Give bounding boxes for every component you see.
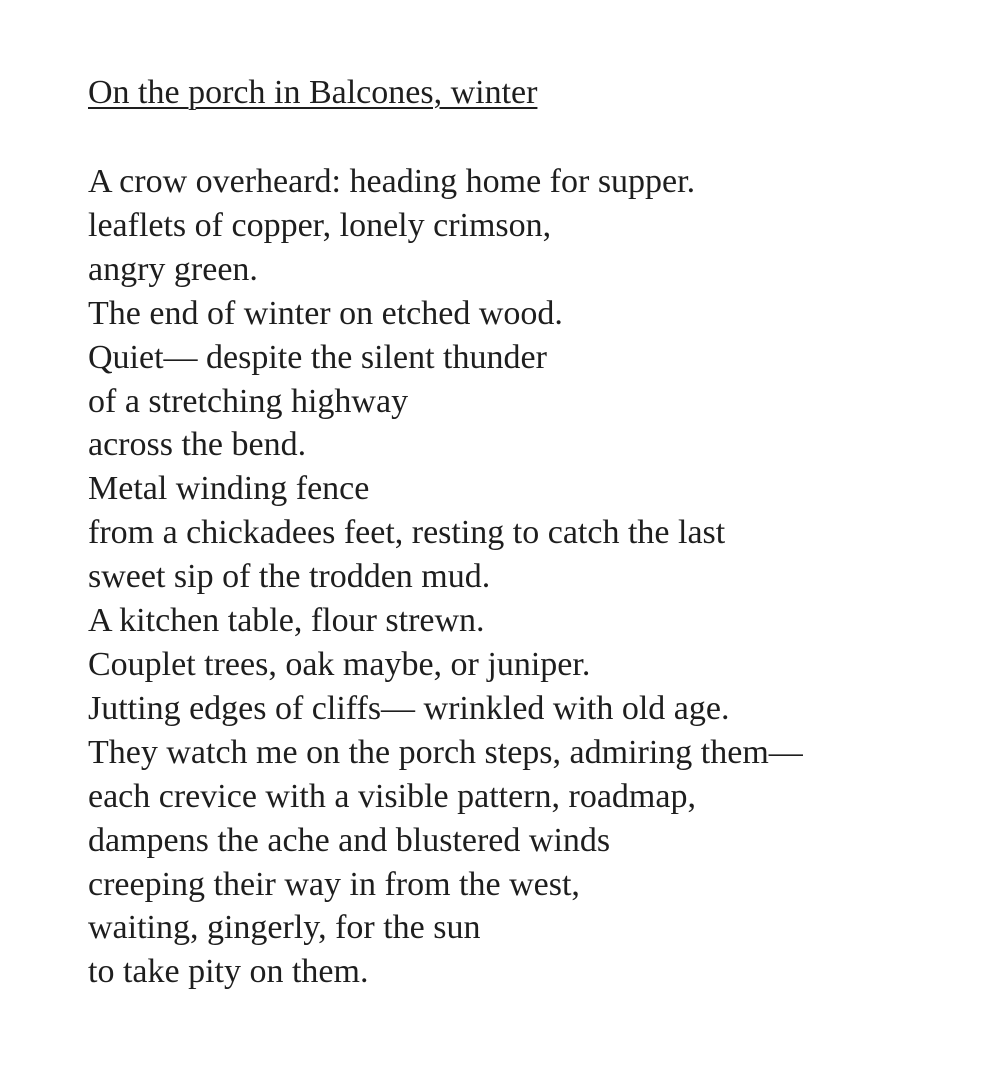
- poem-line: dampens the ache and blustered winds: [88, 821, 611, 859]
- poem-line: The end of winter on etched wood.: [88, 294, 563, 332]
- poem-line: creeping their way in from the west,: [88, 865, 580, 903]
- poem-page: [88, 70, 968, 994]
- poem-line: A kitchen table, flour strewn.: [88, 602, 485, 640]
- poem-line: sweet sip of the trodden mud.: [88, 558, 491, 596]
- poem-line: of a stretching highway: [88, 382, 409, 420]
- poem-title: On the porch in Balcones, winter: [88, 74, 538, 111]
- poem-body: [88, 160, 968, 994]
- poem-line: A crow overheard: heading home for supper.: [88, 163, 696, 200]
- poem-line: across the bend.: [88, 426, 307, 464]
- poem-line: Couplet trees, oak maybe, or juniper.: [88, 645, 591, 683]
- poem-line: They watch me on the porch steps, admiring them—: [88, 733, 803, 771]
- poem-line: each crevice with a visible pattern, roadmap,: [88, 777, 696, 815]
- poem-line: to take pity on them.: [88, 953, 369, 991]
- poem-line: waiting, gingerly, for the sun: [88, 909, 481, 947]
- poem-line: from a chickadees feet, resting to catch the last: [88, 514, 726, 552]
- poem-line: angry green.: [88, 250, 258, 288]
- poem-line: Jutting edges of cliffs— wrinkled with old age.: [88, 689, 730, 727]
- poem-line: leaflets of copper, lonely crimson,: [88, 206, 552, 244]
- poem-line: Metal winding fence: [88, 470, 370, 508]
- poem-line: Quiet— despite the silent thunder: [88, 338, 547, 376]
